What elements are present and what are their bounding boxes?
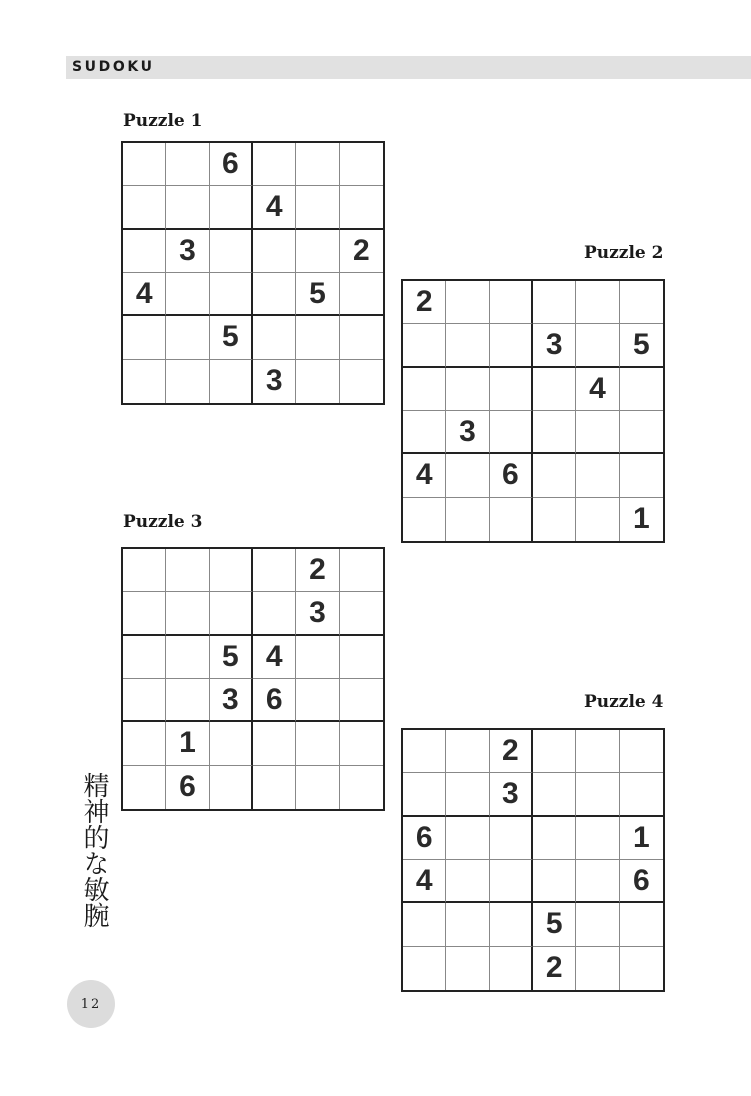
sudoku-cell[interactable]: 3 [166,230,209,273]
sudoku-cell[interactable] [123,679,166,722]
sudoku-cell[interactable]: 6 [210,143,253,186]
sudoku-cell[interactable] [253,766,296,809]
sudoku-cell[interactable] [576,281,619,324]
sudoku-cell[interactable] [533,730,576,773]
sudoku-cell[interactable] [210,592,253,635]
sudoku-cell[interactable] [123,230,166,273]
sudoku-cell[interactable] [340,722,383,765]
sudoku-cell[interactable] [340,679,383,722]
sudoku-cell[interactable] [490,817,533,860]
sudoku-cell[interactable] [403,773,446,816]
sudoku-cell[interactable] [576,947,619,990]
sudoku-cell[interactable]: 4 [253,186,296,229]
sudoku-cell[interactable] [296,186,339,229]
sudoku-cell[interactable]: 3 [533,324,576,367]
sudoku-cell[interactable] [576,411,619,454]
sudoku-cell[interactable] [620,368,663,411]
sudoku-cell[interactable] [490,368,533,411]
sudoku-cell[interactable] [123,549,166,592]
puzzle-4-grid [401,728,665,992]
sudoku-cell[interactable] [123,316,166,359]
sudoku-cell[interactable] [533,773,576,816]
sudoku-cell[interactable] [340,316,383,359]
sudoku-cell[interactable] [210,549,253,592]
sudoku-cell[interactable] [253,592,296,635]
sudoku-cell[interactable] [490,324,533,367]
sudoku-cell[interactable] [576,903,619,946]
sudoku-cell[interactable] [533,281,576,324]
sudoku-cell[interactable] [296,316,339,359]
sudoku-cell[interactable] [620,903,663,946]
sudoku-cell[interactable] [576,817,619,860]
sudoku-cell[interactable] [490,498,533,541]
sudoku-cell[interactable] [123,143,166,186]
sudoku-cell[interactable] [446,730,489,773]
header-title: SUDOKU [72,59,155,75]
sudoku-cell[interactable] [340,549,383,592]
side-vertical-text: 精神的な敏腕 [79,772,109,928]
sudoku-cell[interactable]: 6 [620,860,663,903]
sudoku-cell[interactable] [446,860,489,903]
sudoku-cell[interactable] [210,186,253,229]
sudoku-cell[interactable]: 3 [446,411,489,454]
puzzle-2-label: Puzzle 2 [584,243,664,263]
sudoku-cell[interactable] [490,947,533,990]
sudoku-cell[interactable] [533,817,576,860]
sudoku-cell[interactable]: 4 [403,860,446,903]
sudoku-cell[interactable] [446,454,489,497]
sudoku-cell[interactable] [446,281,489,324]
puzzle-1-grid [121,141,385,405]
sudoku-cell[interactable] [403,368,446,411]
sudoku-cell[interactable] [446,498,489,541]
sudoku-cell[interactable] [446,324,489,367]
sudoku-cell[interactable] [576,730,619,773]
sudoku-cell[interactable] [533,498,576,541]
sudoku-cell[interactable] [446,947,489,990]
sudoku-cell[interactable] [576,773,619,816]
sudoku-cell[interactable] [296,679,339,722]
sudoku-cell[interactable] [620,411,663,454]
sudoku-cell[interactable]: 4 [403,454,446,497]
sudoku-cell[interactable] [210,722,253,765]
sudoku-cell[interactable]: 6 [166,766,209,809]
sudoku-cell[interactable] [340,636,383,679]
sudoku-cell[interactable] [403,498,446,541]
sudoku-cell[interactable]: 5 [210,636,253,679]
sudoku-cell[interactable] [210,230,253,273]
sudoku-cell[interactable] [446,368,489,411]
sudoku-cell[interactable] [296,360,339,403]
sudoku-cell[interactable] [533,454,576,497]
sudoku-cell[interactable]: 2 [296,549,339,592]
sudoku-cell[interactable] [576,454,619,497]
puzzle-4-label: Puzzle 4 [584,692,664,712]
sudoku-cell[interactable] [533,411,576,454]
sudoku-cell[interactable] [446,817,489,860]
sudoku-cell[interactable] [123,636,166,679]
sudoku-cell[interactable] [166,549,209,592]
sudoku-cell[interactable]: 6 [490,454,533,497]
sudoku-cell[interactable]: 4 [576,368,619,411]
sudoku-cell[interactable] [446,903,489,946]
sudoku-cell[interactable] [340,186,383,229]
sudoku-cell[interactable]: 4 [123,273,166,316]
sudoku-cell[interactable] [166,636,209,679]
sudoku-cell[interactable] [253,273,296,316]
sudoku-cell[interactable] [253,230,296,273]
sudoku-cell[interactable] [403,947,446,990]
sudoku-cell[interactable] [210,766,253,809]
sudoku-cell[interactable] [166,679,209,722]
sudoku-cell[interactable]: 5 [296,273,339,316]
sudoku-cell[interactable]: 3 [296,592,339,635]
sudoku-cell[interactable] [123,766,166,809]
sudoku-cell[interactable] [620,730,663,773]
sudoku-cell[interactable] [123,722,166,765]
sudoku-cell[interactable] [340,143,383,186]
sudoku-cell[interactable]: 4 [253,636,296,679]
sudoku-cell[interactable] [620,947,663,990]
sudoku-cell[interactable] [166,360,209,403]
puzzle-1-label: Puzzle 1 [123,111,203,131]
sudoku-cell[interactable] [210,360,253,403]
puzzle-2-grid [401,279,665,543]
sudoku-cell[interactable]: 1 [632,502,650,536]
sudoku-cell[interactable] [296,636,339,679]
page-number: 12 [80,996,102,1012]
sudoku-cell[interactable]: 2 [490,730,533,773]
sudoku-cell[interactable] [210,273,253,316]
sudoku-cell[interactable] [620,454,663,497]
sudoku-cell[interactable] [166,273,209,316]
sudoku-cell[interactable] [123,592,166,635]
sudoku-cell[interactable]: 2 [340,230,383,273]
sudoku-cell[interactable] [123,186,166,229]
sudoku-cell[interactable] [620,281,663,324]
sudoku-cell[interactable] [403,324,446,367]
sudoku-cell[interactable] [296,722,339,765]
header-bar [66,56,751,79]
sudoku-cell[interactable] [340,766,383,809]
sudoku-cell[interactable] [533,860,576,903]
sudoku-cell[interactable] [123,360,166,403]
puzzle-3-label: Puzzle 3 [123,512,203,532]
sudoku-cell[interactable] [166,592,209,635]
sudoku-cell[interactable]: 3 [490,773,533,816]
sudoku-cell[interactable] [253,549,296,592]
sudoku-cell[interactable] [253,143,296,186]
sudoku-cell[interactable]: 6 [253,679,296,722]
sudoku-cell[interactable] [620,773,663,816]
sudoku-cell[interactable] [340,592,383,635]
sudoku-cell[interactable] [403,730,446,773]
sudoku-cell[interactable] [340,273,383,316]
sudoku-cell[interactable] [403,903,446,946]
sudoku-cell[interactable]: 3 [210,679,253,722]
sudoku-cell[interactable] [490,903,533,946]
sudoku-cell[interactable] [253,316,296,359]
sudoku-cell[interactable] [403,411,446,454]
sudoku-cell[interactable] [533,368,576,411]
sudoku-cell[interactable]: 5 [620,324,663,367]
sudoku-cell[interactable]: 5 [210,316,253,359]
sudoku-cell[interactable]: 5 [533,903,576,946]
sudoku-cell[interactable] [576,324,619,367]
sudoku-cell[interactable] [253,722,296,765]
sudoku-cell[interactable]: 1 [620,817,663,860]
sudoku-cell[interactable] [490,860,533,903]
sudoku-cell[interactable] [490,411,533,454]
puzzle-3-grid [121,547,385,811]
sudoku-cell[interactable] [340,360,383,403]
sudoku-cell[interactable] [296,230,339,273]
sudoku-cell[interactable] [576,498,619,541]
sudoku-cell[interactable]: 6 [403,817,446,860]
sudoku-cell[interactable] [576,860,619,903]
sudoku-cell[interactable] [166,186,209,229]
sudoku-cell[interactable]: 1 [166,722,209,765]
sudoku-cell[interactable] [490,281,533,324]
sudoku-cell[interactable] [446,773,489,816]
sudoku-cell[interactable]: 2 [533,947,576,990]
sudoku-cell[interactable]: 2 [403,281,446,324]
sudoku-cell[interactable] [296,766,339,809]
sudoku-cell[interactable]: 3 [253,360,296,403]
sudoku-cell[interactable] [166,316,209,359]
sudoku-cell[interactable] [296,143,339,186]
sudoku-cell[interactable] [166,143,209,186]
page-number-badge [67,980,115,1028]
